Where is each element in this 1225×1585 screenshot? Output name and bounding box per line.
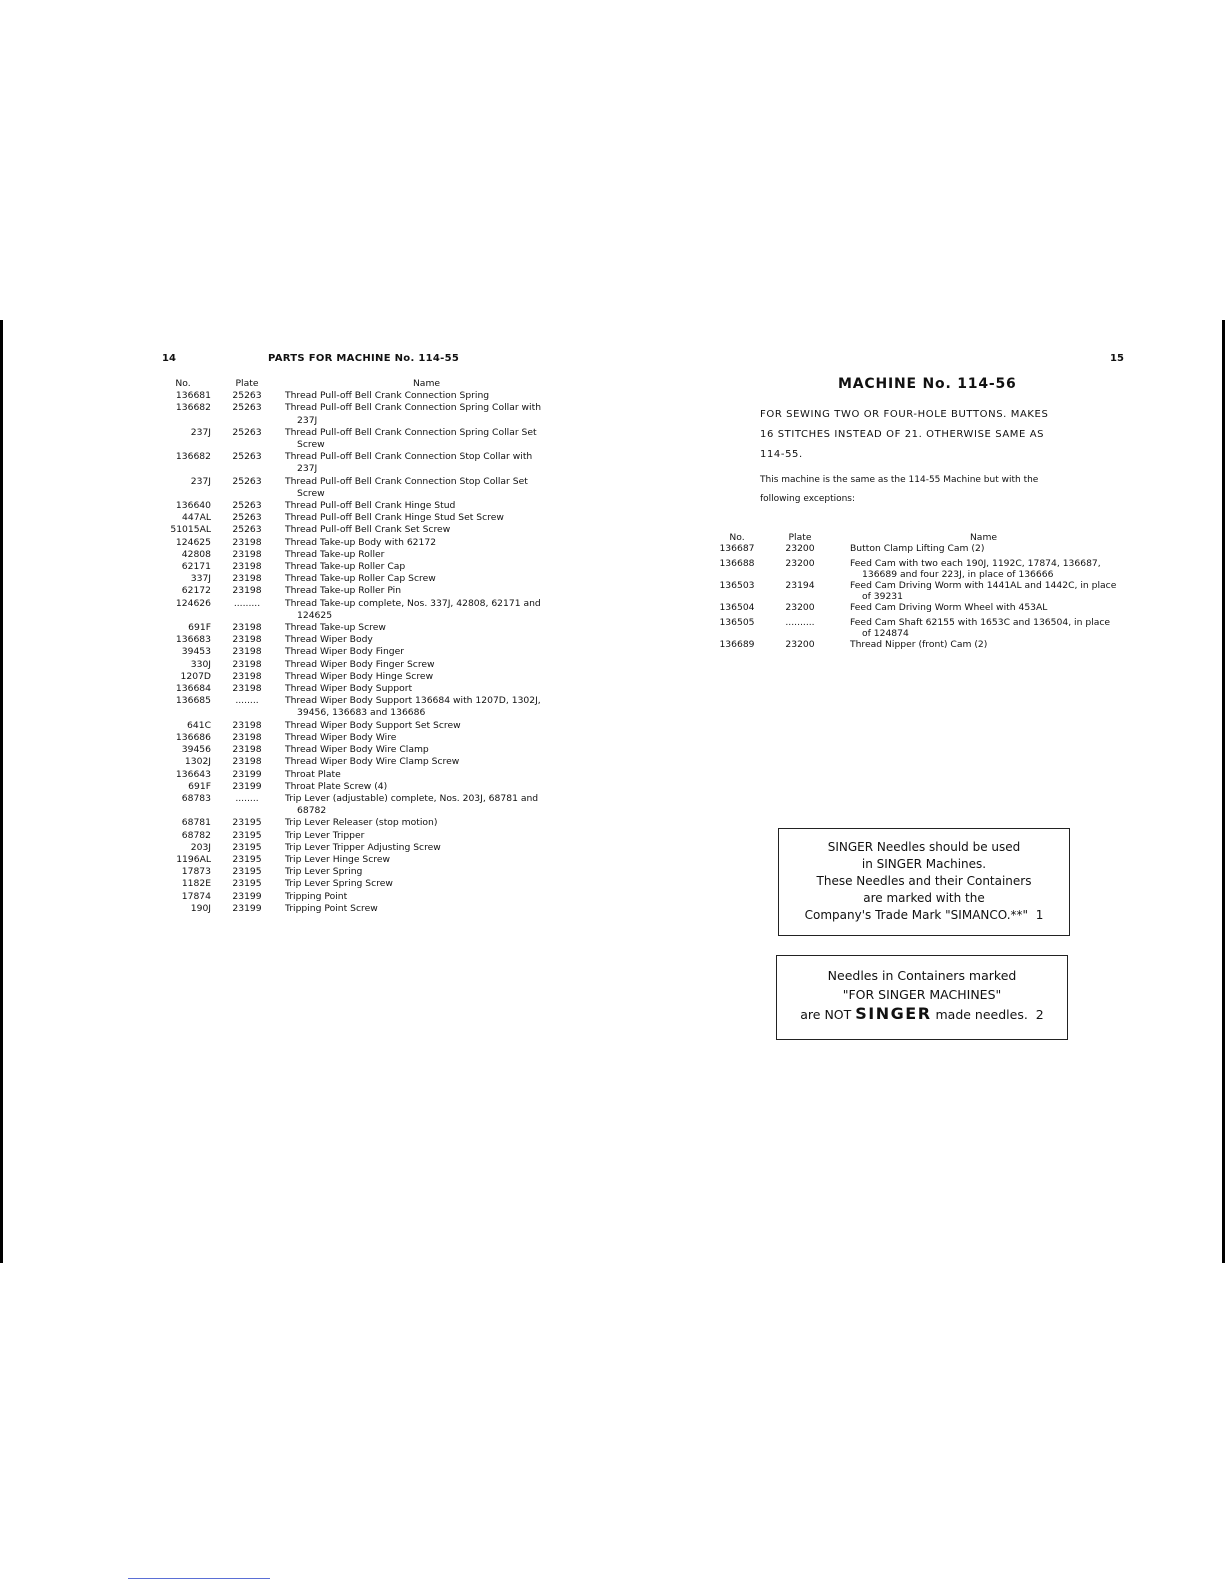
table-row — [155, 903, 570, 915]
table-row — [718, 543, 1123, 554]
part-name-text: Trip Lever Spring — [285, 866, 363, 878]
running-title: PARTS FOR MACHINE No. 114-55 — [268, 353, 460, 364]
part-number: 136682 — [175, 451, 211, 463]
part-number: 1302J — [184, 756, 211, 768]
part-name — [844, 580, 1123, 602]
part-name — [844, 639, 1123, 650]
part-number: 691F — [188, 622, 211, 634]
notice-line: These Needles and their Containers — [816, 874, 1032, 888]
part-name-text: Thread Pull-off Bell Crank Connection Stop Collar with — [285, 451, 533, 463]
part-name-text: Thread Wiper Body Support — [285, 683, 413, 695]
plate-number: 23198 — [232, 548, 262, 560]
part-name-text: Thread Wiper Body Hinge Screw — [285, 670, 434, 682]
part-name-text: Trip Lever Tripper — [285, 829, 365, 841]
part-name-text: Thread Take-up Roller Cap — [285, 561, 406, 573]
part-name — [283, 817, 570, 829]
part-name — [283, 537, 570, 549]
part-number: 1207D — [180, 670, 211, 682]
table-row — [155, 500, 570, 512]
table-row — [155, 622, 570, 634]
plate-number: 25263 — [232, 524, 262, 536]
part-name-continuation: 237J — [297, 463, 318, 475]
part-name-text: Thread Pull-off Bell Crank Connection Stop Collar Set — [285, 475, 528, 487]
part-name-continuation: Screw — [297, 487, 325, 499]
table-row — [155, 830, 570, 842]
plate-number: 23200 — [785, 543, 815, 554]
part-name-text: Feed Cam Driving Worm Wheel with 453AL — [850, 602, 1048, 613]
plate-number: 23199 — [232, 902, 262, 914]
part-name-text: Thread Pull-off Bell Crank Set Screw — [285, 524, 451, 536]
part-number: 136685 — [175, 695, 211, 707]
part-name — [283, 634, 570, 646]
part-number: 39456 — [181, 744, 211, 756]
part-name — [283, 756, 570, 768]
plate-number: ......... — [233, 597, 261, 609]
table-row — [155, 793, 570, 817]
table-row — [155, 842, 570, 854]
part-name — [283, 512, 570, 524]
left-page-number: 14 — [162, 353, 176, 364]
col-header-no: No. — [175, 378, 191, 389]
part-name — [844, 617, 1123, 639]
plate-number: 23200 — [785, 558, 815, 569]
note-line: This machine is the same as the 114-55 Machine but with the — [760, 475, 1039, 485]
part-number: 62172 — [181, 585, 211, 597]
part-name-text: Thread Pull-off Bell Crank Connection Spring — [285, 390, 490, 402]
part-number: 136688 — [719, 558, 755, 569]
machine-title: MACHINE No. 114-56 — [838, 376, 1017, 392]
table-row — [155, 878, 570, 890]
part-number: 641C — [187, 719, 211, 731]
part-number: 330J — [190, 658, 211, 670]
part-number: 237J — [190, 475, 211, 487]
part-name-continuation: 237J — [297, 414, 318, 426]
part-name — [283, 427, 570, 451]
part-name — [283, 878, 570, 890]
table-row — [155, 634, 570, 646]
notice-line — [777, 1004, 1067, 1024]
table-header — [718, 532, 1123, 543]
part-name — [283, 659, 570, 671]
plate-number: 23198 — [232, 585, 262, 597]
part-name-text: Thread Wiper Body Finger Screw — [285, 658, 435, 670]
part-name-text: Thread Wiper Body Finger — [285, 646, 405, 658]
table-row — [155, 646, 570, 658]
part-name-text: Trip Lever Hinge Screw — [285, 853, 391, 865]
plate-number: 23195 — [232, 841, 262, 853]
part-number: 124626 — [175, 597, 211, 609]
part-name-text: Thread Take-up Roller — [285, 548, 385, 560]
part-name — [283, 598, 570, 622]
table-row — [155, 390, 570, 402]
part-number: 203J — [190, 841, 211, 853]
part-name — [283, 720, 570, 732]
note-line: following exceptions: — [760, 494, 856, 504]
plate-number: 23199 — [232, 768, 262, 780]
plate-number: 25263 — [232, 512, 262, 524]
col-header-name: Name — [412, 378, 441, 389]
part-name — [283, 549, 570, 561]
plate-number: 25263 — [232, 426, 262, 438]
description-line: 16 STITCHES INSTEAD OF 21. OTHERWISE SAME AS — [760, 429, 1045, 440]
table-row — [155, 512, 570, 524]
part-name — [283, 891, 570, 903]
part-number: 62171 — [181, 561, 211, 573]
plate-number: 23198 — [232, 536, 262, 548]
plate-number: 23198 — [232, 683, 262, 695]
plate-number: 23195 — [232, 853, 262, 865]
plate-number: ........ — [235, 695, 259, 707]
part-number: 136683 — [175, 634, 211, 646]
part-name — [283, 793, 570, 817]
part-number: 68782 — [181, 829, 211, 841]
plate-number: 23194 — [785, 580, 815, 591]
part-number: 51015AL — [170, 524, 211, 536]
part-number: 447AL — [182, 512, 211, 524]
part-name-text: Thread Take-up complete, Nos. 337J, 42808, 62171 and — [285, 597, 541, 609]
plate-number: 23195 — [232, 817, 262, 829]
part-name — [844, 602, 1123, 613]
part-name-text: Tripping Point — [285, 890, 348, 902]
col-header-plate: Plate — [788, 532, 812, 543]
machine-description — [760, 405, 1080, 465]
plate-number: 25263 — [232, 451, 262, 463]
description-line: 114-55. — [760, 449, 803, 460]
part-number: 42808 — [181, 548, 211, 560]
part-name-text: Trip Lever Releaser (stop motion) — [285, 817, 438, 829]
part-name-text: Trip Lever Spring Screw — [285, 878, 393, 890]
part-name — [283, 585, 570, 597]
table-row — [155, 683, 570, 695]
part-name-text: Thread Wiper Body — [285, 634, 373, 646]
table-row — [155, 732, 570, 744]
part-name-text: Thread Wiper Body Support 136684 with 1207D, 1302J, — [285, 695, 541, 707]
part-number: 17873 — [181, 866, 211, 878]
part-name-text: Feed Cam Shaft 62155 with 1653C and 136504, in place — [850, 617, 1111, 628]
part-name-text: Trip Lever (adjustable) complete, Nos. 203J, 68781 and — [285, 792, 539, 804]
part-name-continuation: 124625 — [297, 609, 333, 621]
plate-number: 23199 — [232, 780, 262, 792]
part-name — [283, 622, 570, 634]
plate-number: 25263 — [232, 390, 262, 402]
right-page-number: 15 — [1110, 353, 1124, 364]
part-name-text: Thread Take-up Screw — [285, 622, 386, 634]
part-name — [283, 561, 570, 573]
part-name-continuation: Screw — [297, 439, 325, 451]
table-row — [718, 602, 1123, 613]
table-row — [718, 558, 1123, 580]
col-header-plate: Plate — [235, 378, 259, 389]
part-name — [283, 732, 570, 744]
plate-number: 23198 — [232, 744, 262, 756]
plate-number: 23198 — [232, 756, 262, 768]
part-number: 17874 — [181, 890, 211, 902]
plate-number: 23198 — [232, 658, 262, 670]
part-number: 136684 — [175, 683, 211, 695]
part-name — [283, 769, 570, 781]
parts-table-right — [718, 532, 1123, 654]
part-name-text: Tripping Point Screw — [285, 902, 378, 914]
table-row — [155, 561, 570, 573]
part-name-text: Trip Lever Tripper Adjusting Screw — [285, 841, 441, 853]
part-name-continuation: 136689 and four 223J, in place of 136666 — [862, 569, 1054, 580]
part-number: 136687 — [719, 543, 755, 554]
table-row — [718, 639, 1123, 650]
notice-line — [779, 907, 1069, 924]
plate-number: 23195 — [232, 878, 262, 890]
notice-line: "FOR SINGER MACHINES" — [842, 987, 1002, 1002]
parts-table-left — [155, 378, 570, 915]
notice-text: are NOT — [800, 1007, 852, 1022]
part-number: 136689 — [719, 639, 755, 650]
table-row — [155, 744, 570, 756]
part-name — [283, 781, 570, 793]
plate-number: 25263 — [232, 475, 262, 487]
part-name-text: Thread Wiper Body Wire Clamp — [285, 744, 429, 756]
part-name-text: Thread Take-up Body with 62172 — [285, 536, 437, 548]
part-name-text: Thread Pull-off Bell Crank Connection Spring Collar Set — [285, 426, 537, 438]
table-row — [155, 891, 570, 903]
part-name-continuation: of 124874 — [862, 628, 909, 639]
notice-marker: 1 — [1035, 908, 1044, 922]
table-row — [155, 659, 570, 671]
table-row — [155, 549, 570, 561]
row-gap — [718, 650, 1123, 654]
part-number: 136640 — [175, 500, 211, 512]
part-name-continuation: 39456, 136683 and 136686 — [297, 707, 426, 719]
plate-number: 23198 — [232, 634, 262, 646]
part-name — [844, 558, 1123, 580]
part-name — [283, 476, 570, 500]
part-name — [283, 524, 570, 536]
trademark-line: Company's Trade Mark "SIMANCO.**" — [804, 908, 1029, 922]
table-row — [155, 402, 570, 426]
table-row — [155, 756, 570, 768]
table-row — [718, 580, 1123, 602]
part-name — [283, 903, 570, 915]
part-name — [283, 830, 570, 842]
part-name — [283, 402, 570, 426]
part-name — [283, 500, 570, 512]
part-name — [283, 390, 570, 402]
notice-line: are marked with the — [863, 891, 985, 905]
table-row — [155, 866, 570, 878]
plate-number: 23200 — [785, 602, 815, 613]
notice-line: SINGER Needles should be used — [827, 840, 1021, 854]
part-number: 124625 — [175, 536, 211, 548]
col-header-no: No. — [729, 532, 745, 543]
part-number: 68781 — [181, 817, 211, 829]
not-singer-needles-notice — [776, 955, 1068, 1040]
plate-number: .......... — [785, 617, 815, 628]
part-name-text: Thread Take-up Roller Pin — [285, 585, 402, 597]
part-name-text: Thread Wiper Body Wire — [285, 731, 397, 743]
table-row — [155, 781, 570, 793]
bottom-underline — [128, 1578, 270, 1579]
table-row — [155, 671, 570, 683]
part-name — [283, 646, 570, 658]
part-name-text: Thread Pull-off Bell Crank Connection Spring Collar with — [285, 402, 542, 414]
part-name-text: Thread Wiper Body Wire Clamp Screw — [285, 756, 460, 768]
table-row — [155, 537, 570, 549]
part-name-continuation: 68782 — [297, 805, 327, 817]
part-number: 190J — [190, 902, 211, 914]
part-name — [844, 543, 1123, 554]
part-number: 136505 — [719, 617, 755, 628]
col-header-name: Name — [969, 532, 998, 543]
part-number: 1196AL — [176, 853, 211, 865]
plate-number: ........ — [235, 792, 259, 804]
part-number: 39453 — [181, 646, 211, 658]
part-name — [283, 842, 570, 854]
part-number: 1182E — [181, 878, 211, 890]
part-number: 136681 — [175, 390, 211, 402]
table-row — [155, 427, 570, 451]
part-name-text: Thread Nipper (front) Cam (2) — [850, 639, 988, 650]
notice-line: Needles in Containers marked — [827, 968, 1017, 983]
plate-number: 25263 — [232, 500, 262, 512]
part-name — [283, 854, 570, 866]
part-name — [283, 451, 570, 475]
table-row — [718, 617, 1123, 639]
table-row — [155, 769, 570, 781]
plate-number: 25263 — [232, 402, 262, 414]
table-row — [155, 524, 570, 536]
plate-number: 23200 — [785, 639, 815, 650]
part-name-text: Button Clamp Lifting Cam (2) — [850, 543, 985, 554]
part-number: 337J — [190, 573, 211, 585]
notice-marker: 2 — [1035, 1007, 1044, 1022]
table-row — [155, 598, 570, 622]
part-name-text: Feed Cam with two each 190J, 1192C, 17874, 136687, — [850, 558, 1101, 569]
part-number: 237J — [190, 426, 211, 438]
part-number: 68783 — [181, 792, 211, 804]
part-name — [283, 683, 570, 695]
exceptions-note — [760, 471, 1080, 509]
notice-text: made needles. — [935, 1007, 1028, 1022]
part-number: 136504 — [719, 602, 755, 613]
part-name-text: Thread Pull-off Bell Crank Hinge Stud Set Screw — [285, 512, 504, 524]
plate-number: 23198 — [232, 719, 262, 731]
part-name-text: Thread Wiper Body Support Set Screw — [285, 719, 461, 731]
page-edge-left — [0, 320, 3, 1263]
part-name-text: Feed Cam Driving Worm with 1441AL and 1442C, in place — [850, 580, 1117, 591]
singer-needles-notice — [778, 828, 1070, 936]
part-name-continuation: of 39231 — [862, 591, 904, 602]
table-row — [155, 585, 570, 597]
part-name — [283, 695, 570, 719]
part-number: 136686 — [175, 731, 211, 743]
plate-number: 23195 — [232, 866, 262, 878]
part-number: 136503 — [719, 580, 755, 591]
table-row — [155, 451, 570, 475]
plate-number: 23198 — [232, 622, 262, 634]
plate-number: 23198 — [232, 561, 262, 573]
part-name-text: Throat Plate Screw (4) — [285, 780, 388, 792]
plate-number: 23198 — [232, 670, 262, 682]
plate-number: 23198 — [232, 646, 262, 658]
part-name — [283, 573, 570, 585]
plate-number: 23199 — [232, 890, 262, 902]
part-name — [283, 866, 570, 878]
notice-line: in SINGER Machines. — [861, 857, 987, 871]
table-row — [155, 476, 570, 500]
table-row — [155, 817, 570, 829]
table-row — [155, 854, 570, 866]
part-number: 136682 — [175, 402, 211, 414]
table-row — [155, 573, 570, 585]
part-name — [283, 671, 570, 683]
plate-number: 23198 — [232, 731, 262, 743]
part-number: 691F — [188, 780, 211, 792]
part-name-text: Thread Pull-off Bell Crank Hinge Stud — [285, 500, 456, 512]
part-name-text: Throat Plate — [285, 768, 341, 780]
part-name-text: Thread Take-up Roller Cap Screw — [285, 573, 436, 585]
singer-brand: SINGER — [855, 1004, 932, 1023]
plate-number: 23195 — [232, 829, 262, 841]
part-number: 136643 — [175, 768, 211, 780]
plate-number: 23198 — [232, 573, 262, 585]
table-row — [155, 695, 570, 719]
table-row — [155, 720, 570, 732]
description-line: FOR SEWING TWO OR FOUR-HOLE BUTTONS. MAKES — [760, 409, 1049, 420]
part-name — [283, 744, 570, 756]
table-header — [155, 378, 570, 390]
